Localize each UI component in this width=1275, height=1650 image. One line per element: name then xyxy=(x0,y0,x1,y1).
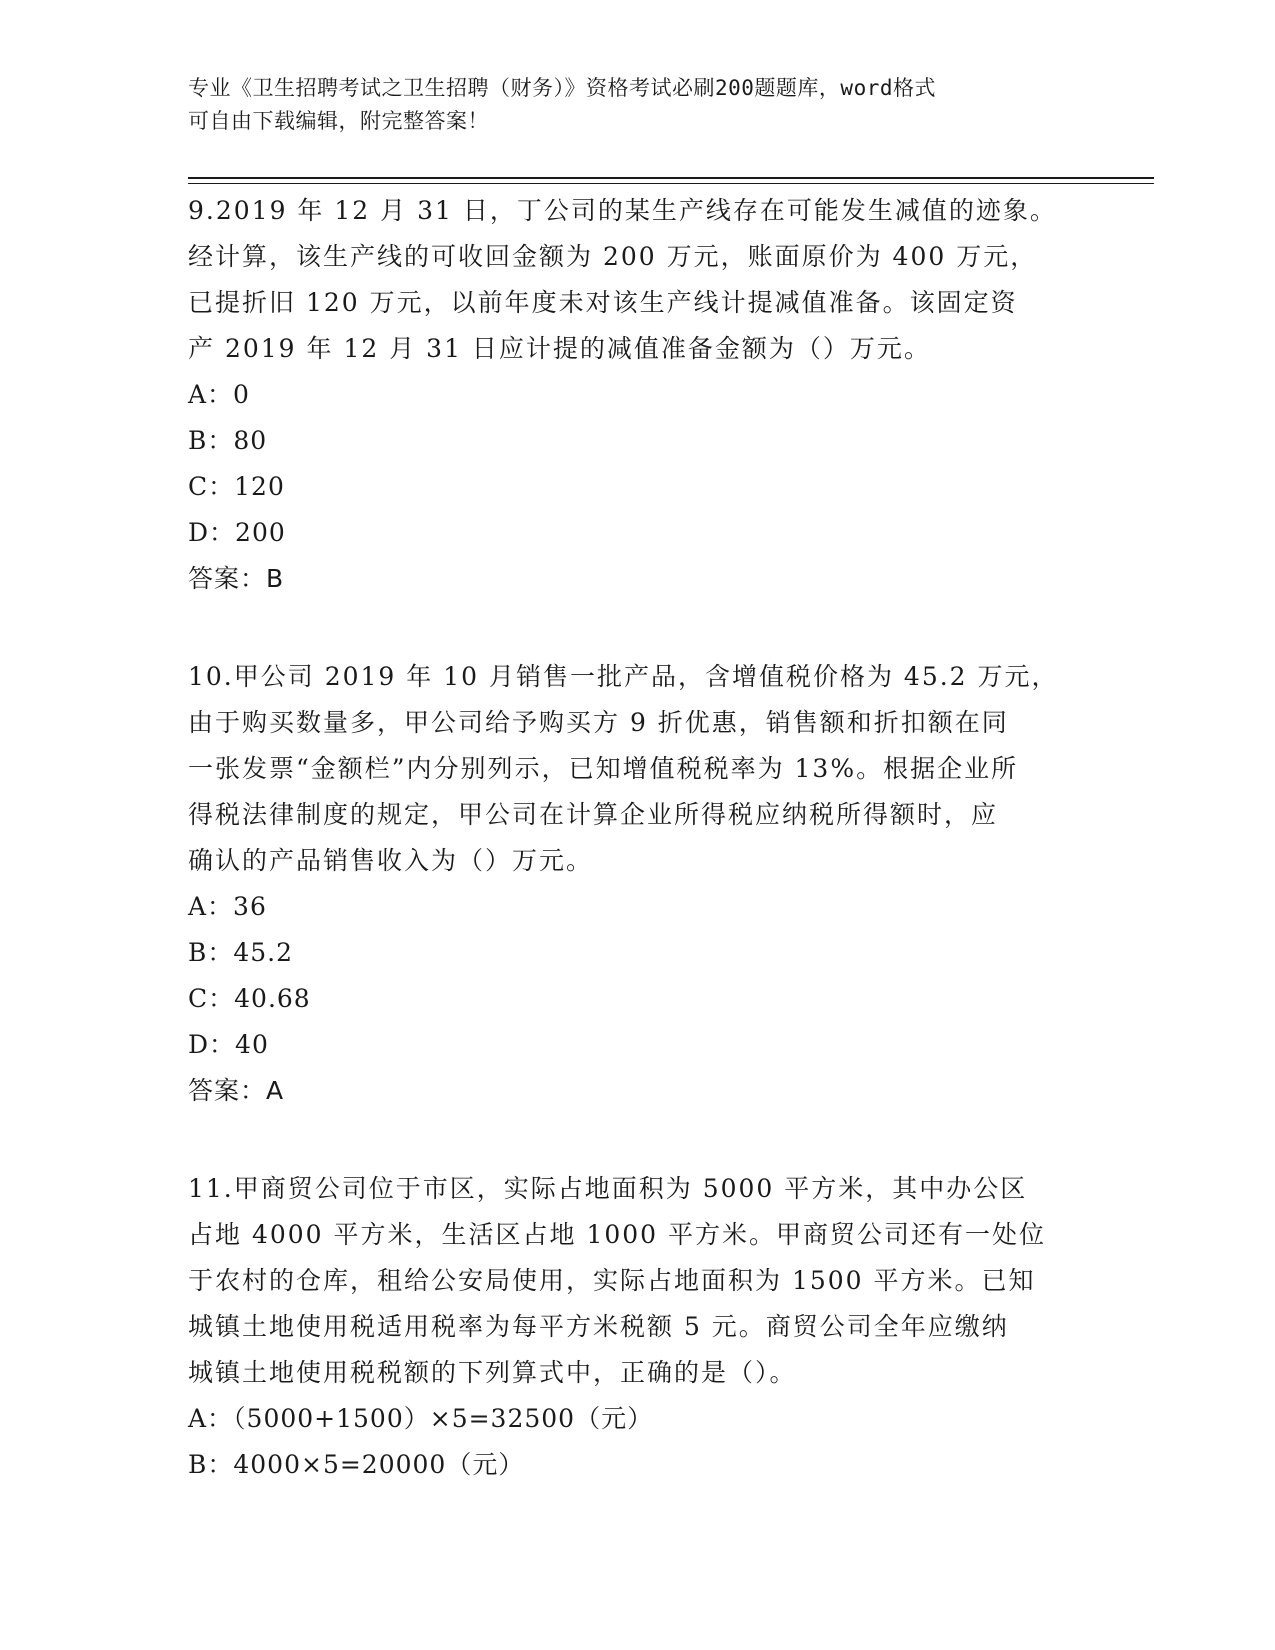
question-stem-line: 11.甲商贸公司位于市区，实际占地面积为 5000 平方米，其中办公区 xyxy=(188,1174,1028,1203)
question-list xyxy=(188,188,1088,1540)
option-c: C：120 xyxy=(188,472,285,501)
question-9 xyxy=(188,188,1088,602)
option-d: D：40 xyxy=(188,1030,269,1059)
question-stem-line: 城镇土地使用税税额的下列算式中，正确的是（）。 xyxy=(188,1358,797,1387)
header-divider-thin xyxy=(188,183,1154,184)
question-stem-line: 一张发票“金额栏”内分别列示，已知增值税税率为 13%。根据企业所 xyxy=(188,754,1019,783)
question-stem-line: 由于购买数量多，甲公司给予购买方 9 折优惠，销售额和折扣额在同 xyxy=(188,708,1009,737)
option-a: A：36 xyxy=(188,892,267,921)
question-stem-line: 已提折旧 120 万元，以前年度未对该生产线计提减值准备。该固定资 xyxy=(188,288,1018,317)
option-a: A：0 xyxy=(188,380,250,409)
document-header xyxy=(188,72,1088,138)
option-a: A：（5000+1500）×5=32500（元） xyxy=(188,1404,654,1433)
question-stem-line: 9.2019 年 12 月 31 日，丁公司的某生产线存在可能发生减值的迹象。 xyxy=(188,196,1057,225)
option-b: B：4000×5=20000（元） xyxy=(188,1450,525,1479)
option-b: B：45.2 xyxy=(188,938,294,967)
answer: 答案：A xyxy=(188,1076,285,1105)
answer: 答案：B xyxy=(188,564,285,593)
question-11 xyxy=(188,1166,1088,1488)
header-line-1: 专业《卫生招聘考试之卫生招聘（财务）》资格考试必刷200题题库，word格式 xyxy=(188,76,936,100)
question-stem-line: 确认的产品销售收入为（）万元。 xyxy=(188,846,594,875)
question-stem-line: 经计算，该生产线的可收回金额为 200 万元，账面原价为 400 万元， xyxy=(188,242,1038,271)
header-divider-thick xyxy=(188,177,1154,179)
option-d: D：200 xyxy=(188,518,286,547)
question-stem-line: 于农村的仓库，租给公安局使用，实际占地面积为 1500 平方米。已知 xyxy=(188,1266,1036,1295)
question-stem-line: 产 2019 年 12 月 31 日应计提的减值准备金额为（）万元。 xyxy=(188,334,931,363)
question-stem-line: 占地 4000 平方米，生活区占地 1000 平方米。甲商贸公司还有一处位 xyxy=(188,1220,1047,1249)
header-line-2: 可自由下载编辑，附完整答案！ xyxy=(188,109,489,133)
question-stem-line: 得税法律制度的规定，甲公司在计算企业所得税应纳税所得额时，应 xyxy=(188,800,999,829)
question-stem-line: 城镇土地使用税适用税率为每平方米税额 5 元。商贸公司全年应缴纳 xyxy=(188,1312,1009,1341)
question-10 xyxy=(188,654,1088,1114)
question-stem-line: 10.甲公司 2019 年 10 月销售一批产品，含增值税价格为 45.2 万元， xyxy=(188,662,1059,691)
option-c: C：40.68 xyxy=(188,984,311,1013)
option-b: B：80 xyxy=(188,426,268,455)
